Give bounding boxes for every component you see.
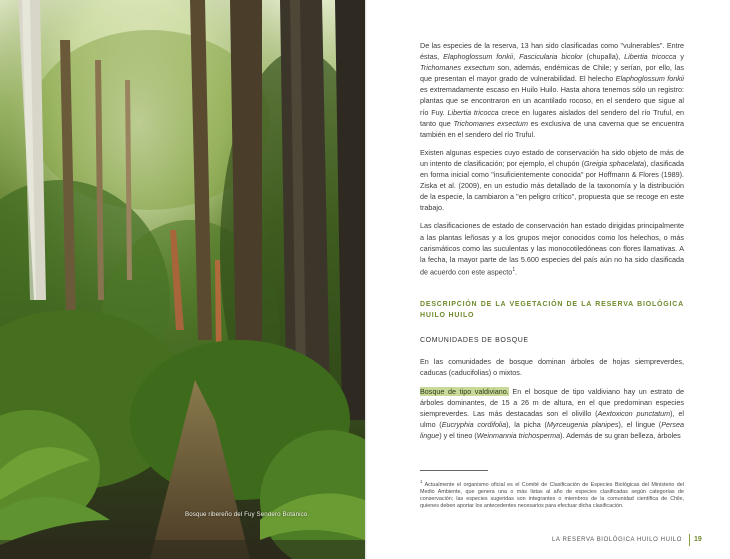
footnote-divider [420,470,488,471]
running-footer: LA RESERVA BIOLÓGICA HUILO HUILO [551,537,682,543]
valdivian-forest-label: Bosque de tipo valdiviano. [420,386,509,396]
text-page [367,0,730,559]
footnote: $^1$ Actualmente el organismo oficial es el Comité de Clasificación de Especies Biológicas del Ministerio del Medio Ambiente, que genera una o más listas al año de especies clasificadas según categorías de conservación; las especies sugeridas son integrantes o miembros de la comunidad científica de Chile, quienes deben aportar los antecedentes necesarios para efectuar dicha clasificación. [420,479,684,510]
paragraph-vulnerable-species: De las especies de la reserva, 13 han sido clasificadas como "vulnerables". Entre éstas, Elaphoglossum fonkii, Fascicularia bicolor (chupalla), Libertia tricocca y Trichomanes exsectum son, además, endémicas de Chile; y serían, por ello, las que presentan el mayor grado de vulnerabilidad. El helecho Elaphoglossum fonkii es extremadamente escaso en Huilo Huilo. Hasta ahora tenemos sólo un registro: plantas que se encontraron en un acantilado rocoso, en el sendero que sigue al río Fuy. Libertia tricocca crece en lugares aislados del sendero del río Truful, en tanto que Trichomanes exsectum es exclusiva de una caverna que se encuentra también en el sendero del río Truful. [420,41,685,139]
subsection-heading: COMUNIDADES DE BOSQUE [420,337,529,345]
paragraph-forest-communities: En las comunidades de bosque dominan árboles de hojas siempreverdes, caducas (caducifolias) o mixtos. [420,357,684,378]
page-number: 19 [694,536,702,543]
text-column [420,40,684,448]
folio-separator [689,534,690,546]
paragraph-valdivian-forest: Bosque de tipo valdiviano. En el bosque de tipo valdiviano hay un estrato de árboles dominantes, de 15 a 26 m de altura, en el que predominan especies siempreverdes. Las más destacadas son el olivillo (Aextoxicon punctatum), el ulmo (Eucryphia cordifolia), la picha (Myrceugenia planipes), el lingue (Persea lingue) y el tineo (Weinmannia trichosperma). Además de su gran belleza, árboles [420,386,685,440]
paragraph-classification-attempts: Existen algunas especies cuyo estado de conservación ha sido objeto de más de un intento de clasificación; por ejemplo, el chupón (Greigia sphacelata), clasificada en forma inicial como "insuficientemente conocida" por Hoffmann & Flores (1989). Ziska et al. (2009), en un estudio más detallado de la taxonomía y la distribución de la especie, la cambiaron a "en peligro crítico", propuesta que se recoge en este trabajo. [420,147,684,213]
footnote-number: 1 [420,479,423,484]
paragraph-classification-scope: Las clasificaciones de estado de conservación han estado dirigidas principalmente a las plantas leñosas y a los grupos mejor conocidos como los helechos, o más carismáticos como las suculentas y las monocotiledóneas con flores llamativas. A la fecha, la mayor parte de las 5.600 especies del país aún no ha sido clasificada de acuerdo con este aspecto$^1$. [420,221,684,277]
section-heading: DESCRIPCIÓN DE LA VEGETACIÓN DE LA RESERVA BIOLÓGICA HUILO HUILO [420,301,684,320]
footnote-ref[interactable]: 1 [512,266,516,273]
photo-caption: Bosque ribereño del Fuy Sendero Botánico. [185,511,310,518]
